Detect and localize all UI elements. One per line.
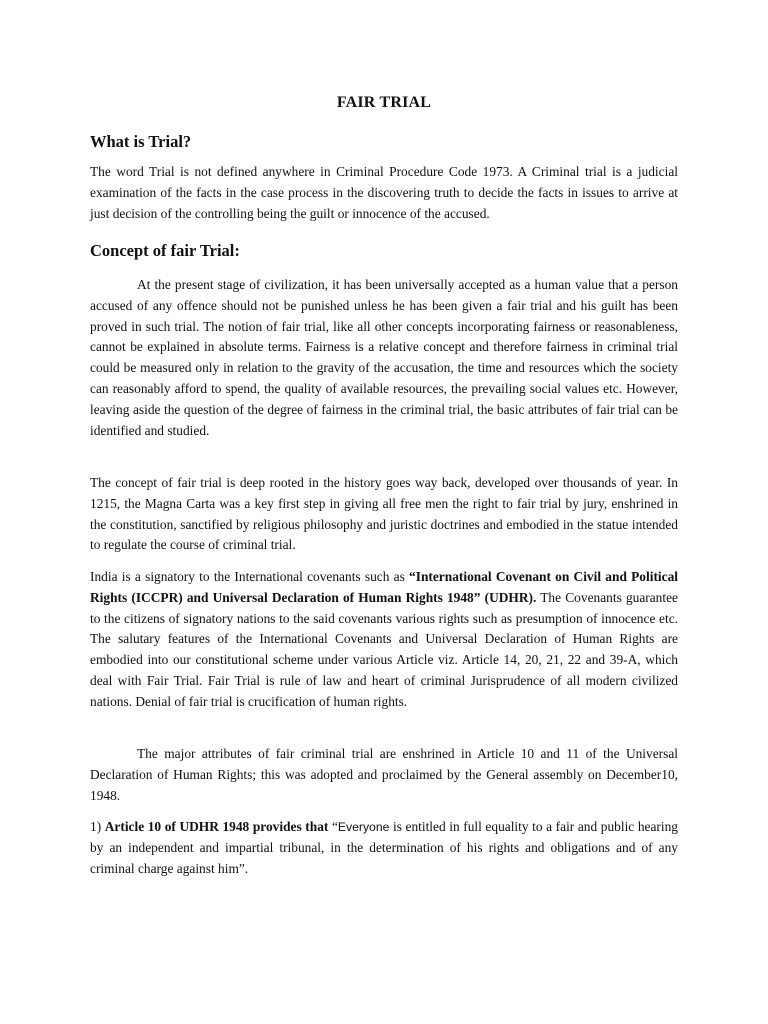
paragraph-trial-definition: The word Trial is not defined anywhere in Criminal Procedure Code 1973. A Criminal trial is a judicial examination of the facts in the case process in the discovering truth to decide the facts in issues to arrive at just decision of the controlling being the guilt or innocence of the accused. — [90, 164, 678, 221]
item-rest-text: is entitled in full equality to a fair and public hearing by an independent and impartial tribunal, in the determination of his rights and obligations and of any criminal charge against him”. — [90, 819, 678, 876]
section-heading-what-is-trial: What is Trial? — [90, 132, 192, 151]
paragraph-udhr-attributes: The major attributes of fair criminal trial are enshrined in Article 10 and 11 of the Universal Declaration of Human Rights; this was adopted and proclaimed by the General assembly on December10, 1948. — [90, 746, 678, 803]
item-open-quote: “ — [328, 819, 338, 834]
item-number: 1) — [90, 819, 105, 834]
item-everyone-text: Everyone — [337, 820, 390, 834]
paragraph-covenants — [90, 567, 678, 713]
list-item-article-10 — [90, 817, 678, 879]
paragraph-concept-1: At the present stage of civilization, it has been universally accepted as a human value that a person accused of any offence should not be punished unless he has been given a fair trial and his guilt has been proved in such trial. The notion of fair trial, like all other concepts incorporating fairness or reasonableness, cannot be explained in absolute terms. Fairness is a relative concept and therefore fairness in criminal trial could be measured only in relation to the gravity of the accusation, the time and resources which the society can reasonably afford to spend, the quality of available resources, the prevailing social values etc. However, leaving aside the question of the degree of fairness in the criminal trial, the basic attributes of fair trial can be identified and studied. — [90, 277, 678, 438]
paragraph-concept-2: The concept of fair trial is deep rooted in the history goes way back, developed over thousands of year. In 1215, the Magna Carta was a key first step in giving all free men the right to fair trial by jury, enshrined in the constitution, sanctified by religious philosophy and juristic doctrines and embodied in the statue intended to regulate the course of criminal trial. — [90, 475, 678, 553]
item-bold-text: Article 10 of UDHR 1948 provides that — [104, 819, 329, 834]
covenants-text-a: India is a signatory to the International covenants such as — [90, 569, 410, 584]
covenants-bold-text: “International Covenant on Civil and Political Rights (ICCPR) and Universal Declaration of Human Rights 1948” (UDHR). — [90, 569, 678, 605]
covenants-text-b: The Covenants guarantee to the citizens of signatory nations to the said covenants various rights such as presumption of innocence etc. The salutary features of the International Covenants and Universal Declaration of Human Rights are embodied into our constitutional scheme under various Article viz. Article 14, 20, 21, 22 and 39-A, which deal with Fair Trial. Fair Trial is rule of law and heart of criminal Jurisprudence of all modern civilized nations. Denial of fair trial is crucification of human rights. — [90, 589, 678, 709]
document-title: FAIR TRIAL — [336, 94, 432, 111]
section-heading-concept-fair-trial: Concept of fair Trial: — [90, 241, 240, 260]
